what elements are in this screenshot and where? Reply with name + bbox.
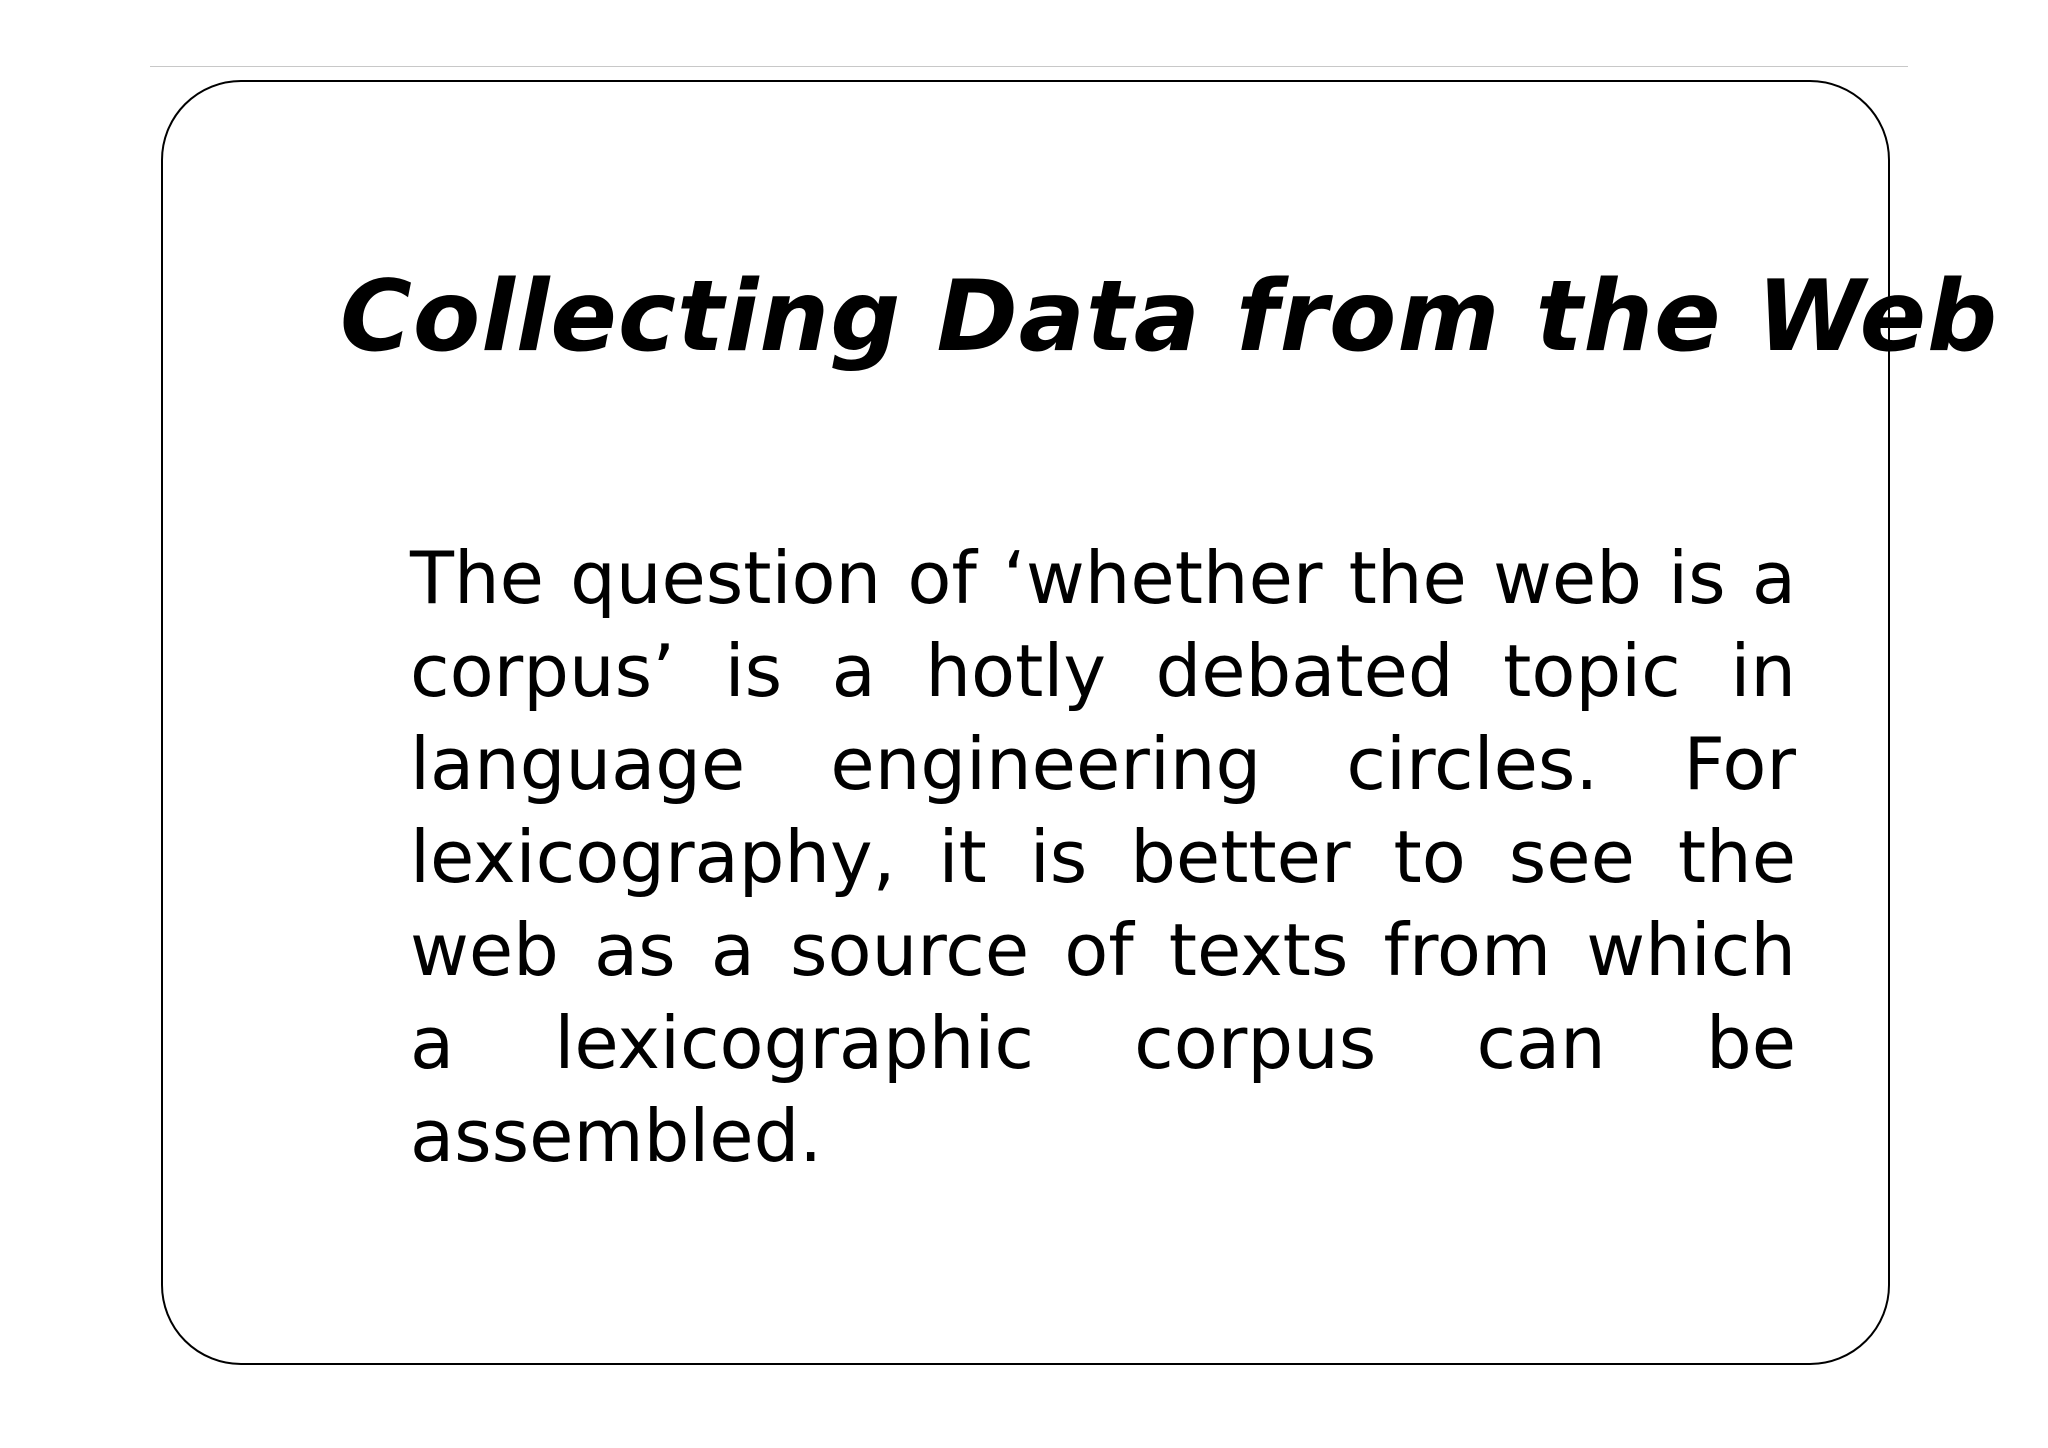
header-divider bbox=[150, 66, 1908, 67]
body-line: language engineering circles. For bbox=[410, 722, 1796, 806]
body-line: corpus’ is a hotly debated topic in bbox=[410, 629, 1796, 713]
body-line: a lexicographic corpus can be bbox=[410, 1001, 1796, 1085]
slide-body bbox=[410, 532, 1796, 1183]
slide-title: Collecting Data from the Web bbox=[340, 260, 1999, 374]
body-line: lexicography, it is better to see the bbox=[410, 815, 1796, 899]
body-line: web as a source of texts from which bbox=[410, 908, 1796, 992]
body-line: The question of ‘whether the web is a bbox=[410, 536, 1796, 620]
body-line: assembled. bbox=[410, 1094, 823, 1178]
